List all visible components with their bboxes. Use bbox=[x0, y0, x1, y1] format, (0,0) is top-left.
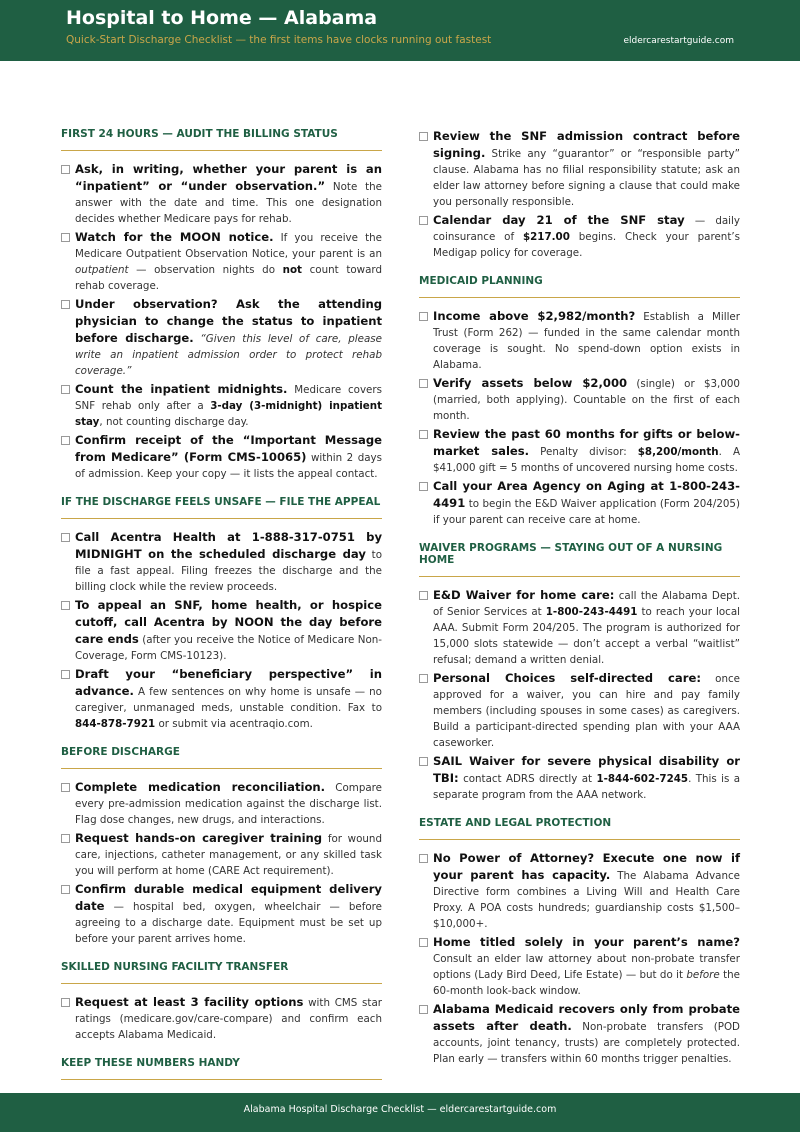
item-lead: Alabama Medicaid recovers only from probate assets after death. bbox=[433, 1002, 740, 1033]
checklist-item bbox=[419, 753, 740, 803]
section-before-discharge bbox=[61, 746, 382, 947]
section-heading: WAIVER PROGRAMS — STAYING OUT OF A NURSING HOME bbox=[419, 542, 740, 577]
item-lead: Call Acentra Health at 1-888-317-0751 by MIDNIGHT on the scheduled discharge day bbox=[75, 530, 382, 561]
checkbox[interactable] bbox=[61, 436, 70, 445]
item-lead: SAIL Waiver for severe physical disability or TBI: bbox=[433, 754, 740, 785]
checkbox[interactable] bbox=[61, 385, 70, 394]
checklist-item bbox=[419, 670, 740, 751]
item-body: — hospital bed, oxygen, wheelchair — before agreeing to a discharge date. Equipment must be set up before your parent arrives home. bbox=[75, 901, 382, 945]
checkbox[interactable] bbox=[61, 233, 70, 242]
item-lead: E&D Waiver for home care: bbox=[433, 588, 615, 602]
item-body: If you receive the Medicare Outpatient Observation Notice, your parent is an outpatient — observation nights do not count toward rehab coverage. bbox=[75, 232, 382, 292]
item-body: for wound care, injections, catheter management, or any skilled task you will perform at home (CARE Act requirement). bbox=[75, 833, 382, 877]
checklist-item bbox=[419, 587, 740, 668]
checklist-item bbox=[61, 666, 382, 732]
section-continued bbox=[419, 128, 740, 261]
item-body: “Given this level of care, please write an inpatient admission order to protect rehab coverage.” bbox=[75, 333, 383, 377]
checklist-item bbox=[419, 850, 740, 932]
checklist-item bbox=[419, 426, 740, 476]
item-lead: Under observation? Ask the attending physician to change the status to inpatient before discharge. bbox=[75, 297, 382, 345]
page-title: Hospital to Home — Alabama bbox=[66, 7, 378, 29]
checkbox[interactable] bbox=[419, 216, 428, 225]
item-lead: Review the SNF admission contract before signing. bbox=[433, 129, 740, 160]
checkbox[interactable] bbox=[61, 670, 70, 679]
item-lead: Ask, in writing, whether your parent is an “inpatient” or “under observation.” bbox=[75, 162, 382, 193]
checklist-item bbox=[419, 308, 740, 373]
item-body: to begin the E&D Waiver application (Form 204/205) if your parent can receive care at home. bbox=[433, 498, 740, 526]
checkbox[interactable] bbox=[419, 132, 428, 141]
checkbox[interactable] bbox=[419, 312, 428, 321]
checkbox[interactable] bbox=[419, 379, 428, 388]
section-heading: IF THE DISCHARGE FEELS UNSAFE — FILE THE APPEAL bbox=[61, 496, 382, 519]
checklist-item bbox=[61, 296, 382, 379]
item-lead: Complete medication reconciliation. bbox=[75, 780, 326, 794]
item-body: with CMS star ratings (medicare.gov/care-compare) and confirm each accepts Alabama Medicaid. bbox=[75, 997, 383, 1041]
item-lead: Confirm receipt of the “Important Message from Medicare” (Form CMS-10065) bbox=[75, 433, 382, 464]
checkbox[interactable] bbox=[419, 591, 428, 600]
item-lead: Verify assets below $2,000 bbox=[433, 376, 628, 390]
site-link[interactable]: eldercarestartguide.com bbox=[623, 36, 734, 46]
checklist-item bbox=[419, 375, 740, 424]
section-keep-these-numbers-handy bbox=[61, 1057, 382, 1080]
item-lead: Calendar day 21 of the SNF stay bbox=[433, 213, 685, 227]
checklist-item bbox=[61, 881, 382, 947]
item-lead: Call your Area Agency on Aging at 1-800-243-4491 bbox=[433, 479, 740, 510]
section-first-24-hours-audit-the-billing-status bbox=[61, 128, 382, 482]
checkbox[interactable] bbox=[419, 674, 428, 683]
checkbox[interactable] bbox=[61, 601, 70, 610]
item-lead: Request hands-on caregiver training bbox=[75, 831, 323, 845]
section-heading: FIRST 24 HOURS — AUDIT THE BILLING STATUS bbox=[61, 128, 382, 151]
item-lead: No Power of Attorney? Execute one now if your parent has capacity. bbox=[433, 851, 740, 882]
item-lead: Income above $2,982/month? bbox=[433, 309, 636, 323]
section-heading: MEDICAID PLANNING bbox=[419, 275, 740, 298]
checklist-item bbox=[61, 994, 382, 1043]
item-body: A few sentences on why home is unsafe — no caregiver, unmanaged meds, unstable condition. Fax to 844-878-7921 or submit via acentraqio.com. bbox=[75, 686, 382, 730]
checklist-item bbox=[419, 128, 740, 210]
item-body: Compare every pre-admission medication against the discharge list. Flag dose changes, new drugs, and interactions. bbox=[75, 782, 383, 826]
item-lead: To appeal an SNF, home health, or hospice cutoff, call Acentra by NOON the day before care ends bbox=[75, 598, 382, 646]
checklist-item bbox=[419, 934, 740, 999]
checkbox[interactable] bbox=[419, 757, 428, 766]
checkbox[interactable] bbox=[419, 482, 428, 491]
checkbox[interactable] bbox=[419, 430, 428, 439]
item-body: contact ADRS directly at 1-844-602-7245. This is a separate program from the AAA network. bbox=[433, 773, 740, 801]
section-estate-and-legal-protection bbox=[419, 817, 740, 1067]
section-waiver-programs-staying-out-of-a-nursing bbox=[419, 542, 740, 803]
item-body: Non-probate transfers (POD accounts, joint tenancy, trusts) are completely protected. Plan early — transfers within 60 months trigger penalties. bbox=[433, 1021, 740, 1065]
checkbox[interactable] bbox=[61, 165, 70, 174]
page-subtitle: Quick-Start Discharge Checklist — the first items have clocks running out fastest bbox=[66, 34, 492, 46]
item-lead: Watch for the MOON notice. bbox=[75, 230, 274, 244]
checklist-item bbox=[61, 432, 382, 482]
item-body: call the Alabama Dept. of Senior Services at 1-800-243-4491 to reach your local AAA. Submit Form 204/205. The program is authorized for 15,000 slots statewide — don’t accept a verbal “waitlist” refusal; demand a written denial. bbox=[433, 590, 741, 666]
checklist-item bbox=[61, 161, 382, 227]
item-lead: Confirm durable medical equipment delivery date bbox=[75, 882, 382, 913]
page-header bbox=[0, 0, 800, 61]
checkbox[interactable] bbox=[61, 533, 70, 542]
checklist-item bbox=[419, 478, 740, 528]
section-skilled-nursing-facility-transfer bbox=[61, 961, 382, 1043]
item-body: to file a fast appeal. Filing freezes the discharge and the billing clock while the review proceeds. bbox=[75, 549, 382, 593]
item-lead: Request at least 3 facility options bbox=[75, 995, 304, 1009]
item-body: within 2 days of admission. Keep your copy — it lists the appeal contact. bbox=[75, 452, 382, 480]
item-body: Consult an elder law attorney about non-probate transfer options (Lady Bird Deed, Life Estate) — but do it before the 60-month look-back window. bbox=[433, 953, 741, 997]
item-lead: Count the inpatient midnights. bbox=[75, 382, 288, 396]
section-heading: SKILLED NURSING FACILITY TRANSFER bbox=[61, 961, 382, 984]
checkbox[interactable] bbox=[61, 885, 70, 894]
checkbox[interactable] bbox=[419, 1005, 428, 1014]
checklist-item bbox=[419, 1001, 740, 1067]
checklist-item bbox=[61, 779, 382, 828]
item-body: Note the answer with the date and time. This one designation decides whether Medicare pays for rehab. bbox=[75, 181, 383, 225]
checklist-item bbox=[61, 381, 382, 430]
section-if-the-discharge-feels-unsafe-file-the-a bbox=[61, 496, 382, 732]
checkbox[interactable] bbox=[419, 854, 428, 863]
item-lead: Personal Choices self-directed care: bbox=[433, 671, 701, 685]
section-medicaid-planning bbox=[419, 275, 740, 528]
checkbox[interactable] bbox=[419, 938, 428, 947]
checklist-item bbox=[61, 830, 382, 879]
checkbox[interactable] bbox=[61, 998, 70, 1007]
left-column bbox=[61, 128, 382, 1090]
checklist-item bbox=[61, 229, 382, 294]
checklist-item bbox=[61, 597, 382, 664]
item-body: The Alabama Advance Directive form combines a Living Will and Health Care Proxy. A POA costs hundreds; guardianship costs $1,500–$10,000+. bbox=[433, 870, 740, 930]
item-body: Strike any “guarantor” or “responsible party” clause. Alabama has no filial responsibility statute; ask an elder law attorney before signing a clause that could make you personally responsible. bbox=[433, 148, 740, 208]
item-lead: Home titled solely in your parent’s name? bbox=[433, 935, 740, 949]
checkbox[interactable] bbox=[61, 783, 70, 792]
section-heading: ESTATE AND LEGAL PROTECTION bbox=[419, 817, 740, 840]
item-body: (single) or $3,000 (married, both applying). Countable on the first of each month. bbox=[433, 378, 740, 422]
item-body: (after you receive the Notice of Medicare Non-Coverage, Form CMS-10123). bbox=[75, 634, 382, 662]
item-body: Penalty divisor: $8,200/month. A $41,000 gift = 5 months of uncovered nursing home costs. bbox=[433, 446, 740, 474]
page-footer: Alabama Hospital Discharge Checklist — eldercarestartguide.com bbox=[0, 1093, 800, 1132]
item-body: — daily coinsurance of $217.00 begins. Check your parent’s Medigap policy for coverage. bbox=[433, 215, 740, 259]
item-body: once approved for a waiver, you can hire and pay family members (including spouses in some cases) as caregivers. Build a participant-directed spending plan with your AAA caseworker. bbox=[433, 673, 740, 749]
checkbox[interactable] bbox=[61, 300, 70, 309]
checklist-item bbox=[419, 212, 740, 261]
item-lead: Review the past 60 months for gifts or below-market sales. bbox=[433, 427, 740, 458]
item-body: Medicare covers SNF rehab only after a 3-day (3-midnight) inpatient stay, not counting discharge day. bbox=[75, 384, 382, 428]
item-body: Establish a Miller Trust (Form 262) — funded in the same calendar month coverage is sought. No spend-down option exists in Alabama. bbox=[433, 311, 740, 371]
section-heading: KEEP THESE NUMBERS HANDY bbox=[61, 1057, 382, 1080]
right-column bbox=[419, 128, 740, 1069]
item-lead: Draft your “beneficiary perspective” in advance. bbox=[75, 667, 382, 698]
checklist-item bbox=[61, 529, 382, 595]
section-heading: BEFORE DISCHARGE bbox=[61, 746, 382, 769]
checkbox[interactable] bbox=[61, 834, 70, 843]
